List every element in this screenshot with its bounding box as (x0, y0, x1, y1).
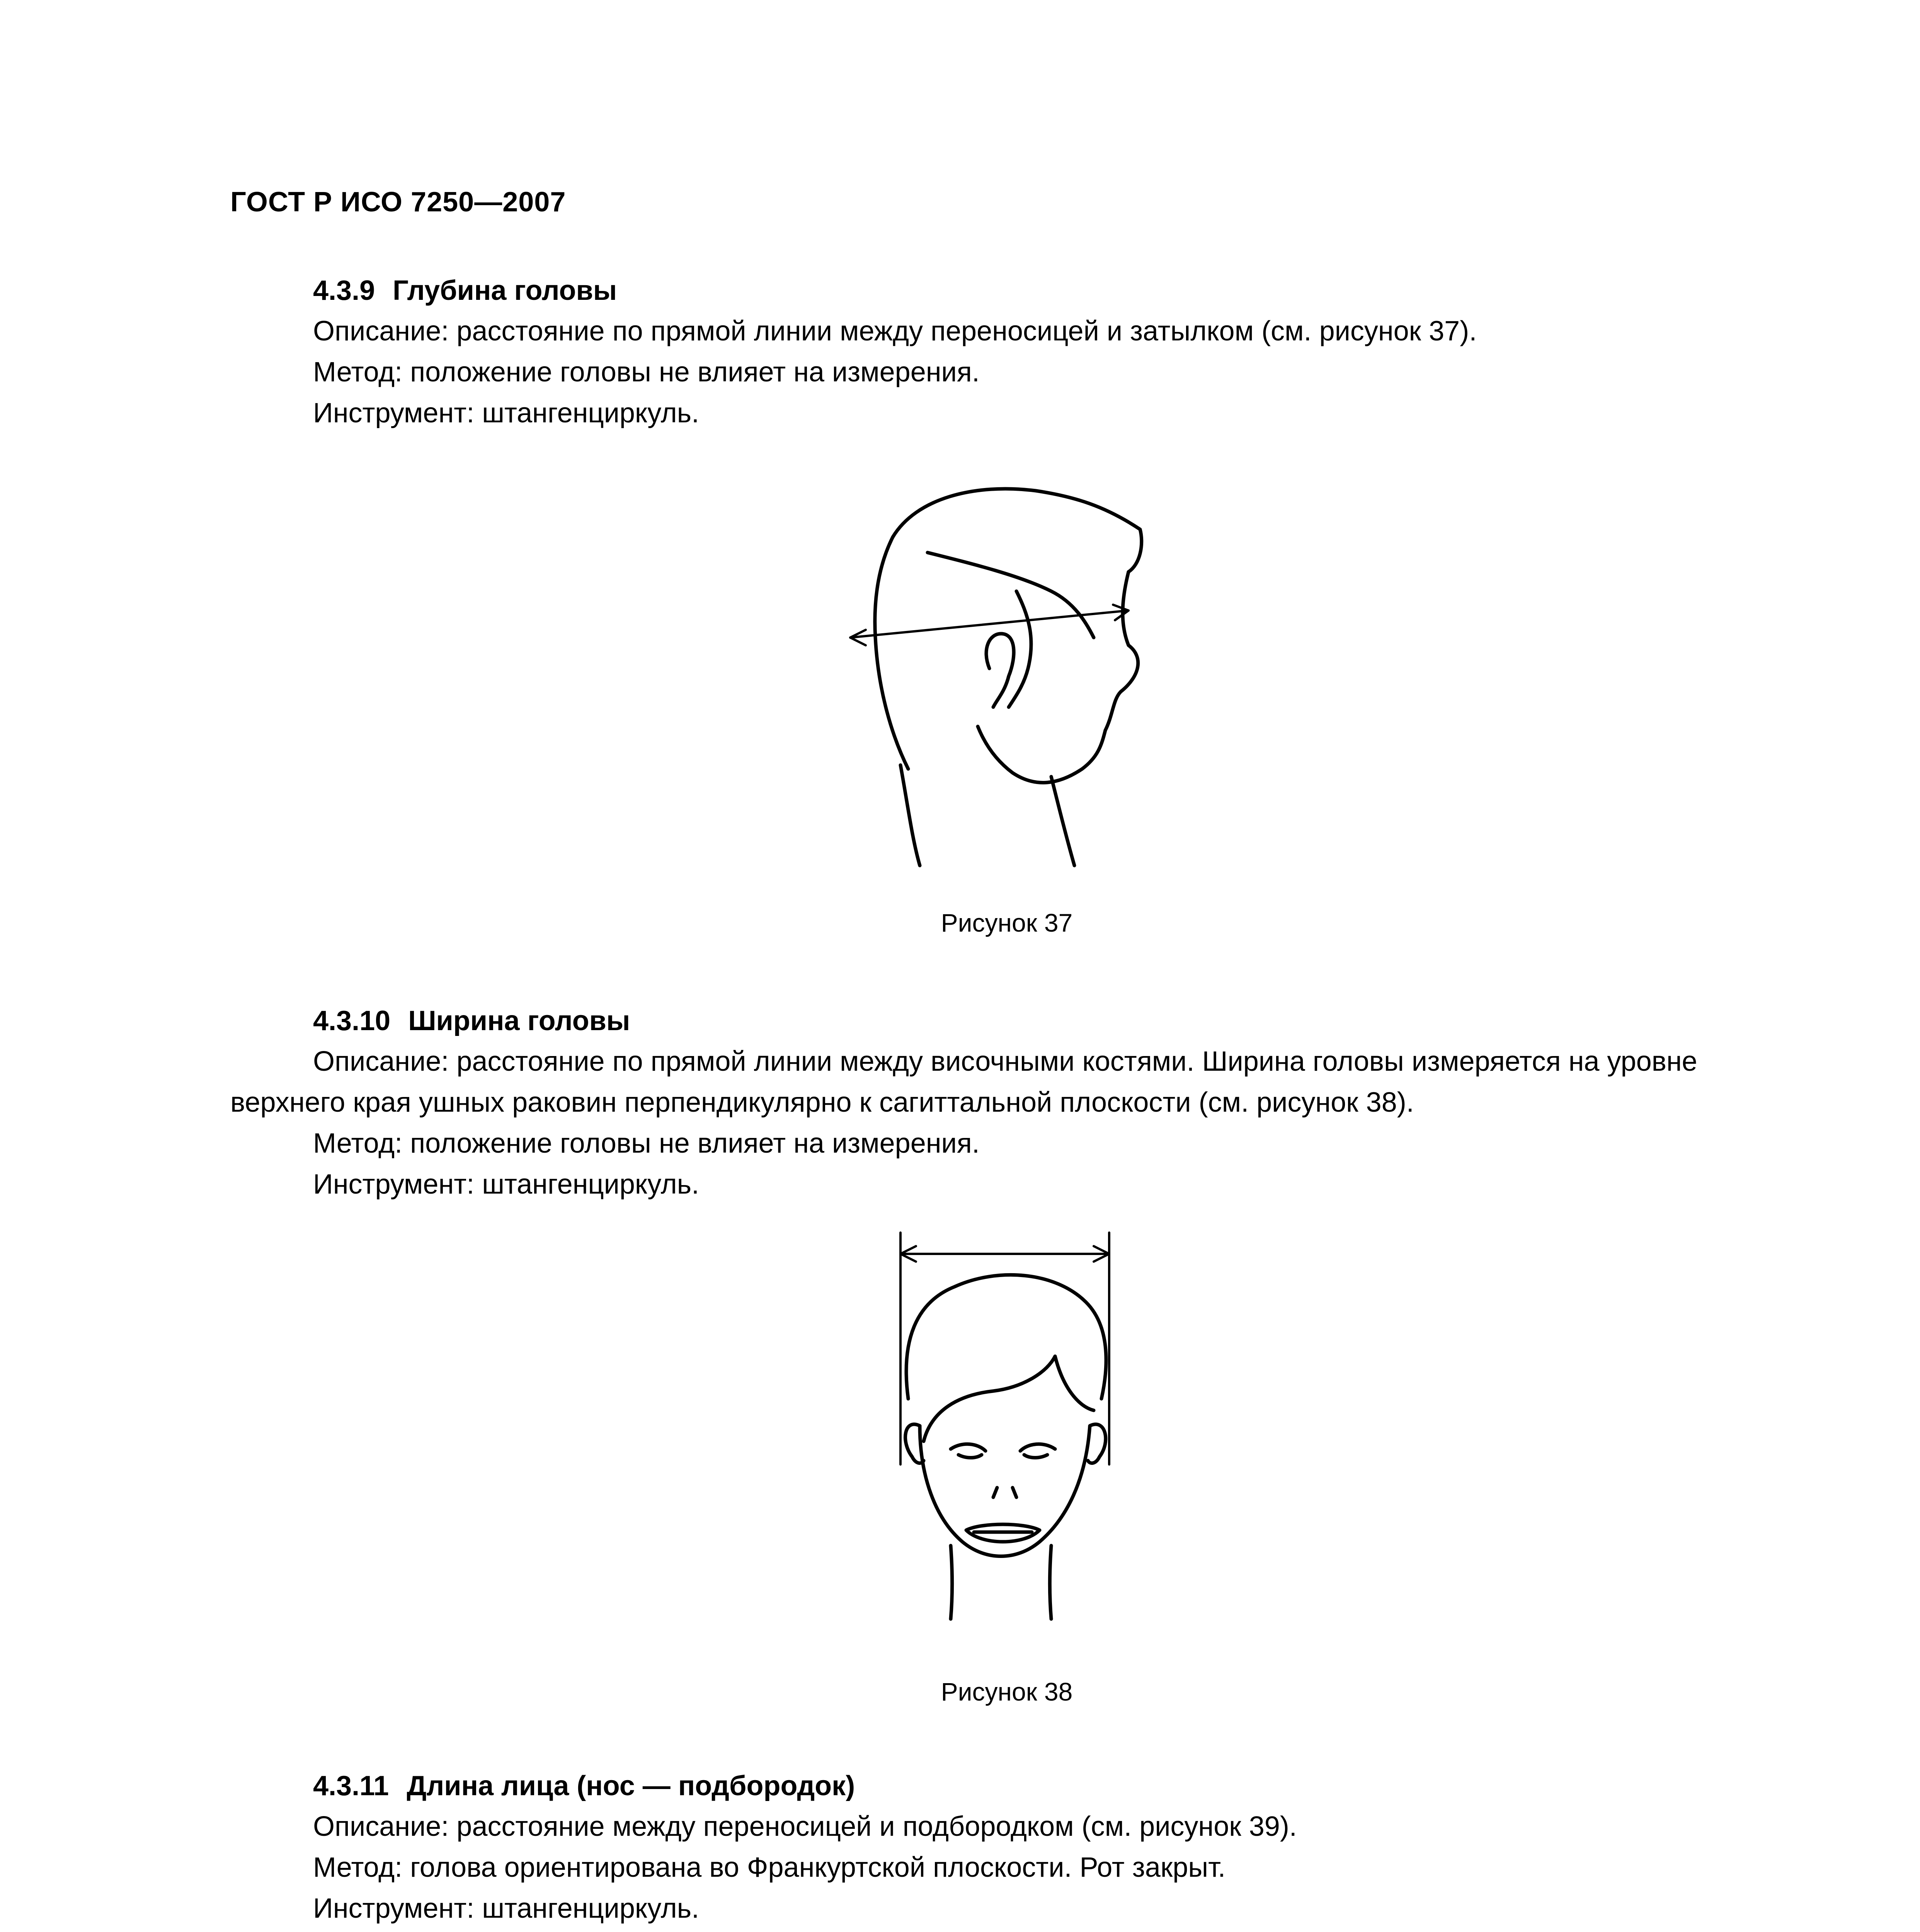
section-title (313, 1766, 1815, 1806)
instrument-text: Инструмент: штангенциркуль. (313, 1169, 700, 1200)
section-title (313, 270, 1815, 311)
figure-37-head-profile (835, 475, 1163, 873)
section-title (313, 1001, 1815, 1041)
section-number: 4.3.11 (313, 1770, 389, 1801)
description-text: Описание: расстояние между переносицей и подбородком (см. рисунок 39). (313, 1811, 1297, 1842)
document-header: ГОСТ Р ИСО 7250—2007 (230, 187, 566, 218)
description-text: Описание: расстояние по прямой линии между переносицей и затылком (см. рисунок 37). (313, 316, 1477, 347)
instrument-text: Инструмент: штангенциркуль. (313, 1893, 700, 1924)
section-number: 4.3.9 (313, 275, 375, 306)
section-title-text: Глубина головы (393, 275, 617, 306)
section-face-length (230, 1766, 1815, 1929)
figure-caption: Рисунок 37 (941, 908, 1073, 937)
figure-38-head-front (870, 1225, 1140, 1627)
method-text: Метод: положение головы не влияет на измерения. (313, 357, 980, 388)
section-head-depth (230, 270, 1815, 434)
section-title-text: Длина лица (нос — подбородок) (407, 1770, 855, 1801)
section-number: 4.3.10 (313, 1005, 391, 1036)
method-text: Метод: голова ориентирована во Франкуртской плоскости. Рот закрыт. (313, 1852, 1226, 1883)
instrument-text: Инструмент: штангенциркуль. (313, 398, 700, 429)
method-text: Метод: положение головы не влияет на измерения. (313, 1128, 980, 1159)
description-text: Описание: расстояние по прямой линии между височными костями. Ширина головы измеряется на уровне верхнего края ушных раковин перпендикулярно к сагиттальной плоскости (см. рисунок 38). (230, 1046, 1697, 1118)
section-title-text: Ширина головы (408, 1005, 630, 1036)
section-head-width (230, 1001, 1815, 1205)
figure-caption: Рисунок 38 (941, 1677, 1073, 1706)
